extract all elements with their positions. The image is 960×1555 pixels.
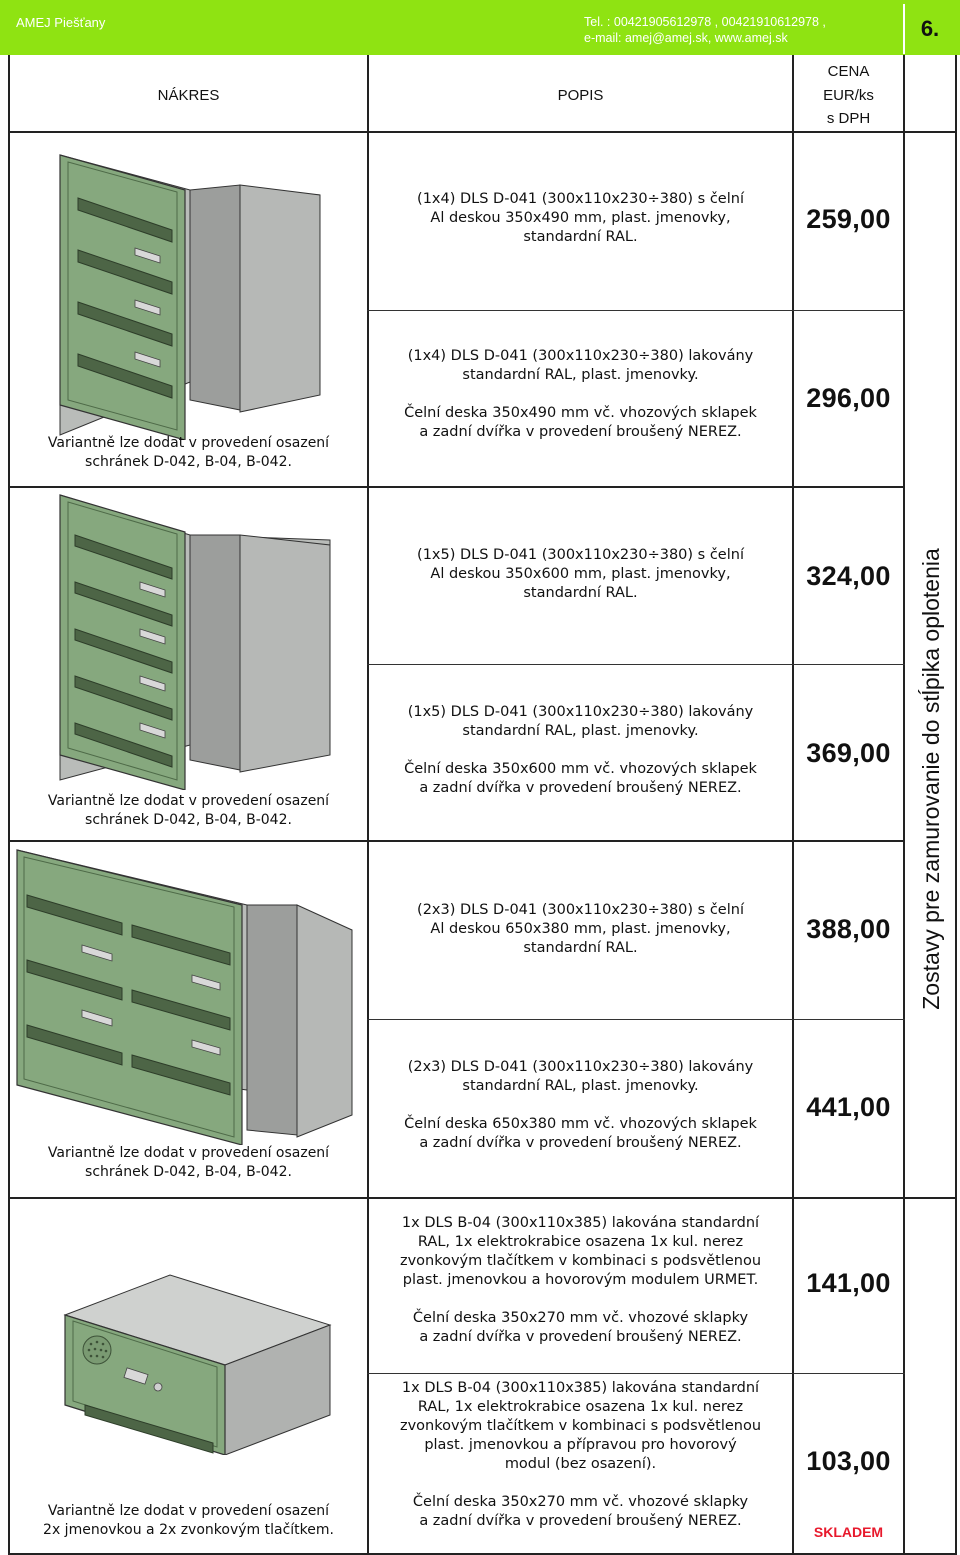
item-6-price: 441,00: [806, 1092, 891, 1122]
item-2-line-4: Čelní deska 350x490 mm vč. vhozových sklapek: [404, 405, 757, 421]
item-6-line-2: standardní RAL, plast. jmenovky.: [462, 1078, 699, 1094]
item-7-line-4: plast. jmenovkou a hovorovým modulem URMET.: [402, 1272, 759, 1288]
item-4-line-1: (1x5) DLS D-041 (300x110x230÷380) lakovány: [407, 704, 754, 720]
item-8-description: [369, 1379, 792, 1531]
item-5-line-3: standardní RAL.: [523, 940, 638, 956]
item-6-line-1: (2x3) DLS D-041 (300x110x230÷380) lakovány: [407, 1059, 754, 1075]
column-header-description: POPIS: [557, 87, 604, 104]
variant-note-2-line-2: schránek D-042, B-04, B-042.: [85, 812, 292, 828]
item-5-price: 388,00: [806, 914, 891, 944]
item-1-description: [369, 190, 792, 247]
item-8-line-5: modul (bez osazení).: [504, 1456, 657, 1472]
variant-note-3-line-2: schránek D-042, B-04, B-042.: [85, 1164, 292, 1180]
row-line-4: [367, 1373, 905, 1374]
item-7-line-6: Čelní deska 350x270 mm vč. vhozové sklapky: [412, 1310, 749, 1326]
item-8-line-3: zvonkovým tlačítkem v kombinaci s podsvětlenou: [399, 1418, 762, 1434]
variant-note-3-line-1: Variantně lze dodat v provedení osazení: [47, 1145, 330, 1161]
row-line-1: [367, 310, 905, 311]
header-bottom-line: [8, 131, 957, 133]
item-8-line-7: Čelní deska 350x270 mm vč. vhozové sklapky: [412, 1494, 749, 1510]
item-2-description: [369, 347, 792, 442]
row-line-2: [367, 664, 905, 665]
item-6-description: [369, 1058, 792, 1153]
row-line-3: [367, 1019, 905, 1020]
company-name: AMEJ Piešťany: [16, 15, 106, 30]
item-2-line-2: standardní RAL, plast. jmenovky.: [462, 367, 699, 383]
frame-col-2: [792, 55, 794, 1555]
item-4-price: 369,00: [806, 738, 891, 768]
contact-line-1: Tel. : 00421905612978 , 00421910612978 ,: [584, 15, 826, 29]
block-line-2: [8, 840, 905, 842]
item-3-line-3: standardní RAL.: [523, 585, 638, 601]
item-8-line-4: plast. jmenovkou a přípravou pro hovorový: [424, 1437, 737, 1453]
item-7-description: [369, 1214, 792, 1347]
item-2-line-1: (1x4) DLS D-041 (300x110x230÷380) lakovány: [407, 348, 754, 364]
contact-line-2: e-mail: amej@amej.sk, www.amej.sk: [584, 31, 788, 45]
item-3-price: 324,00: [806, 561, 891, 591]
variant-note-4-line-2: 2x jmenovkou a 2x zvonkovým tlačítkem.: [43, 1522, 334, 1538]
page-number: 6.: [920, 16, 940, 41]
mailbox-1x4-drawing: [40, 150, 330, 440]
item-3-line-2: Al deskou 350x600 mm, plast. jmenovky,: [430, 566, 731, 582]
item-5-line-2: Al deskou 650x380 mm, plast. jmenovky,: [430, 921, 731, 937]
column-header-price-3: s DPH: [826, 110, 871, 127]
side-label: Zostavy pre zamurovanie do stĺpika oplotenia: [918, 548, 944, 1010]
frame-right: [955, 55, 957, 1555]
mailbox-b04-drawing: [55, 1255, 335, 1455]
item-6-line-5: a zadní dvířka v provedení broušený NEREZ.: [419, 1135, 742, 1151]
item-5-description: [369, 901, 792, 958]
variant-note-1-line-1: Variantně lze dodat v provedení osazení: [47, 435, 330, 451]
item-7-line-2: RAL, 1x elektrokrabice osazena 1x kul. nerez: [417, 1234, 744, 1250]
item-8-line-8: a zadní dvířka v provedení broušený NEREZ.: [419, 1513, 742, 1529]
item-3-line-1: (1x5) DLS D-041 (300x110x230÷380) s čelní: [417, 547, 744, 563]
stock-label: SKLADEM: [813, 1524, 884, 1540]
frame-col-3: [903, 55, 905, 1555]
item-2-price: 296,00: [806, 383, 891, 413]
variant-note-1-line-2: schránek D-042, B-04, B-042.: [85, 454, 292, 470]
item-1-line-1: (1x4) DLS D-041 (300x110x230÷380) s čelní: [417, 191, 744, 207]
item-7-line-1: 1x DLS B-04 (300x110x385) lakována standardní: [401, 1215, 760, 1231]
item-8-price: 103,00: [806, 1446, 891, 1476]
mailbox-1x5-drawing: [50, 490, 340, 790]
column-header-price-1: CENA: [827, 63, 870, 80]
variant-note-4-line-1: Variantně lze dodat v provedení osazení: [47, 1503, 330, 1519]
item-3-description: [369, 546, 792, 603]
item-4-line-5: a zadní dvířka v provedení broušený NEREZ.: [419, 780, 742, 796]
item-5-line-1: (2x3) DLS D-041 (300x110x230÷380) s čelní: [417, 902, 744, 918]
item-8-line-1: 1x DLS B-04 (300x110x385) lakována standardní: [401, 1380, 760, 1396]
block-line-3: [8, 1197, 957, 1199]
variant-note-2-line-1: Variantně lze dodat v provedení osazení: [47, 793, 330, 809]
item-7-price: 141,00: [806, 1268, 891, 1298]
column-header-drawing: NÁKRES: [157, 87, 220, 104]
block-line-1: [8, 486, 905, 488]
item-4-line-4: Čelní deska 350x600 mm vč. vhozových sklapek: [404, 761, 757, 777]
mailbox-2x3-drawing: [12, 845, 357, 1145]
column-header-price-2: EUR/ks: [823, 87, 874, 104]
item-7-line-7: a zadní dvířka v provedení broušený NEREZ.: [419, 1329, 742, 1345]
item-2-line-5: a zadní dvířka v provedení broušený NEREZ.: [419, 424, 742, 440]
item-4-line-2: standardní RAL, plast. jmenovky.: [462, 723, 699, 739]
item-4-description: [369, 703, 792, 798]
item-1-line-2: Al deskou 350x490 mm, plast. jmenovky,: [430, 210, 731, 226]
item-1-price: 259,00: [806, 204, 891, 234]
item-6-line-4: Čelní deska 650x380 mm vč. vhozových sklapek: [404, 1116, 757, 1132]
item-1-line-3: standardní RAL.: [523, 229, 638, 245]
item-8-line-2: RAL, 1x elektrokrabice osazena 1x kul. nerez: [417, 1399, 744, 1415]
item-7-line-3: zvonkovým tlačítkem v kombinaci s podsvětlenou: [399, 1253, 762, 1269]
